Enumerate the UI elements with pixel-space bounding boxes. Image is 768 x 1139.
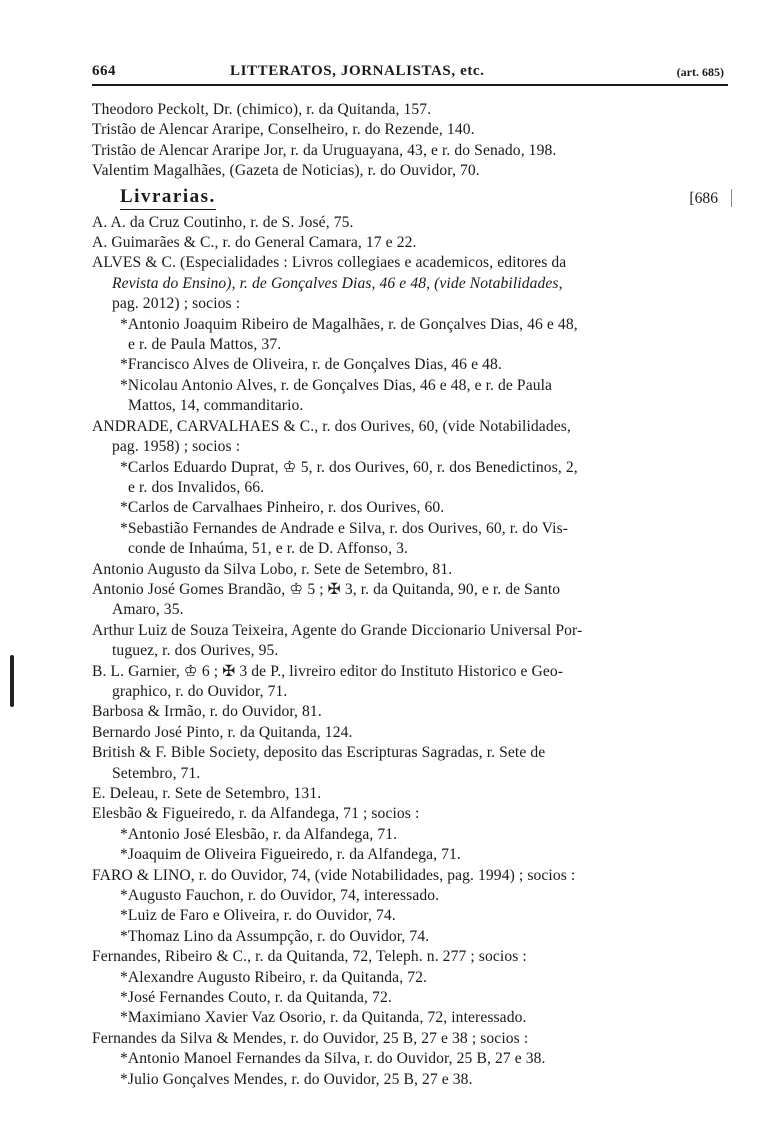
margin-mark	[10, 655, 14, 707]
partner-entry: *Alexandre Augusto Ribeiro, r. da Quitanda, 72.	[120, 968, 427, 986]
partner-entry: *Julio Gonçalves Mendes, r. do Ouvidor, 25 B, 27 e 38.	[120, 1070, 473, 1088]
directory-entry: FARO & LINO, r. do Ouvidor, 74, (vide Notabilidades, pag. 1994) ; socios :	[92, 866, 576, 884]
directory-entry: Antonio José Gomes Brandão, ♔ 5 ; ✠ 3, r. da Quitanda, 90, e r. de Santo	[92, 580, 561, 598]
directory-entry: A. A. da Cruz Coutinho, r. de S. José, 75.	[92, 213, 354, 231]
directory-entry: Tristão de Alencar Araripe Jor, r. da Uruguayana, 43, e r. do Senado, 198.	[92, 141, 557, 159]
partner-entry: *Antonio José Elesbão, r. da Alfandega, 71.	[120, 825, 398, 843]
partner-entry: *Nicolau Antonio Alves, r. de Gonçalves Dias, 46 e 48, e r. de Paula	[120, 376, 553, 394]
directory-entry: A. Guimarães & C., r. do General Camara, 17 e 22.	[92, 234, 417, 252]
article-reference: (art. 685)	[676, 65, 724, 79]
entry-continuation: Revista do Ensino), r. de Gonçalves Dias, 46 e 48, (vide Notabilidades,	[112, 274, 563, 292]
section-title: Livrarias.	[120, 185, 216, 207]
directory-entry: ANDRADE, CARVALHAES & C., r. dos Ourives, 60, (vide Notabilidades,	[92, 417, 571, 435]
partner-entry: *Antonio Manoel Fernandes da Silva, r. do Ouvidor, 25 B, 27 e 38.	[120, 1050, 546, 1068]
page-number: 664	[92, 63, 116, 79]
partner-entry: *Carlos Eduardo Duprat, ♔ 5, r. dos Ourives, 60, r. dos Benedictinos, 2,	[120, 458, 578, 476]
directory-entry: British & F. Bible Society, deposito das Escripturas Sagradas, r. Sete de	[92, 744, 546, 762]
directory-entry: B. L. Garnier, ♔ 6 ; ✠ 3 de P., livreiro editor do Instituto Historico e Geo-	[92, 662, 564, 680]
directory-text	[92, 100, 732, 1090]
page-header	[92, 62, 728, 86]
directory-entry: Elesbão & Figueiredo, r. da Alfandega, 71 ; socios :	[92, 805, 420, 823]
partner-entry: *Thomaz Lino da Assumpção, r. do Ouvidor, 74.	[120, 927, 430, 945]
partner-entry: *Joaquim de Oliveira Figueiredo, r. da Alfandega, 71.	[120, 846, 461, 864]
entry-continuation: Setembro, 71.	[112, 764, 201, 782]
directory-entry: Fernandes da Silva & Mendes, r. do Ouvidor, 25 B, 27 e 38 ; socios :	[92, 1029, 529, 1047]
partner-entry: *Antonio Joaquim Ribeiro de Magalhães, r. de Gonçalves Dias, 46 e 48,	[120, 315, 578, 333]
directory-entry: Valentim Magalhães, (Gazeta de Noticias), r. do Ouvidor, 70.	[92, 162, 480, 180]
directory-entry: Tristão de Alencar Araripe, Conselheiro, r. do Rezende, 140.	[92, 121, 475, 139]
entry-continuation: conde de Inhaúma, 51, e r. de D. Affonso, 3.	[128, 540, 408, 558]
directory-entry: Arthur Luiz de Souza Teixeira, Agente do Grande Diccionario Universal Por-	[92, 621, 583, 639]
partner-entry: *Luiz de Faro e Oliveira, r. do Ouvidor, 74.	[120, 907, 396, 925]
directory-entry: Barbosa & Irmão, r. do Ouvidor, 81.	[92, 703, 322, 721]
entry-continuation: Mattos, 14, commanditario.	[128, 397, 304, 415]
entry-continuation: e r. de Paula Mattos, 37.	[128, 336, 282, 354]
section-number: [686	[689, 189, 718, 207]
partner-entry: *Francisco Alves de Oliveira, r. de Gonçalves Dias, 46 e 48.	[120, 356, 502, 374]
partner-entry: *Augusto Fauchon, r. do Ouvidor, 74, interessado.	[120, 887, 440, 905]
margin-rule	[731, 189, 732, 207]
entry-continuation: pag. 2012) ; socios :	[112, 295, 241, 313]
running-title: LITTERATOS, JORNALISTAS, etc.	[230, 63, 485, 79]
section-heading	[92, 187, 732, 213]
entry-continuation: Amaro, 35.	[112, 601, 184, 619]
entry-continuation: tuguez, r. dos Ourives, 95.	[112, 642, 279, 660]
directory-entry: Fernandes, Ribeiro & C., r. da Quitanda, 72, Teleph. n. 277 ; socios :	[92, 948, 527, 966]
directory-entry: Antonio Augusto da Silva Lobo, r. Sete de Setembro, 81.	[92, 560, 453, 578]
directory-entry: Bernardo José Pinto, r. da Quitanda, 124.	[92, 723, 353, 741]
entry-continuation: e r. dos Invalidos, 66.	[128, 478, 265, 496]
directory-entry: ALVES & C. (Especialidades : Livros collegiaes e academicos, editores da	[92, 254, 567, 272]
partner-entry: *Maximiano Xavier Vaz Osorio, r. da Quitanda, 72, interessado.	[120, 1009, 527, 1027]
entry-continuation: graphico, r. do Ouvidor, 71.	[112, 682, 288, 700]
partner-entry: *Carlos de Carvalhaes Pinheiro, r. dos Ourives, 60.	[120, 499, 445, 517]
partner-entry: *Sebastião Fernandes de Andrade e Silva, r. dos Ourives, 60, r. do Vis-	[120, 519, 569, 537]
directory-entry: Theodoro Peckolt, Dr. (chimico), r. da Quitanda, 157.	[92, 101, 432, 118]
partner-entry: *José Fernandes Couto, r. da Quitanda, 72.	[120, 989, 392, 1007]
entry-continuation: pag. 1958) ; socios :	[112, 438, 241, 456]
directory-entry: E. Deleau, r. Sete de Setembro, 131.	[92, 785, 322, 802]
